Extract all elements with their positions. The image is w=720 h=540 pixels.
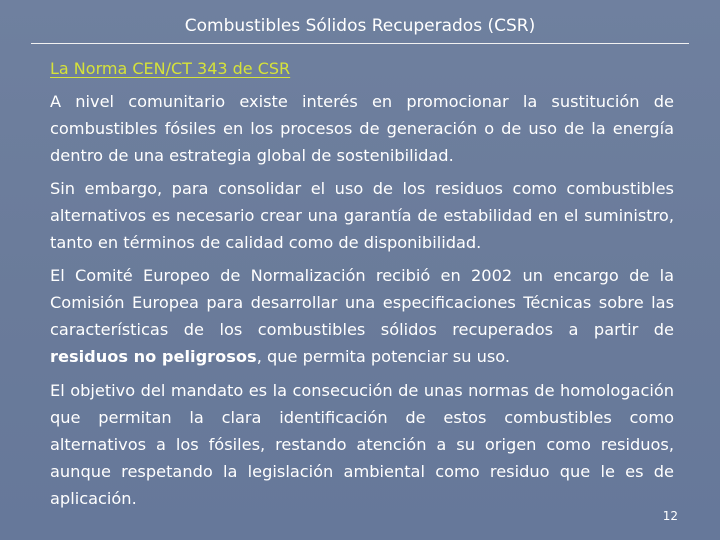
paragraph-3-text-before: El Comité Europeo de Normalización recibió en 2002 un encargo de la Comisión Europea para desarrollar una especificaciones Técnicas sobre las características de los combustibles sólidos recuperados a partir de (50, 266, 674, 339)
paragraph-2: Sin embargo, para consolidar el uso de los residuos como combustibles alternativos es necesario crear una garantía de estabilidad en el suministro, tanto en términos de calidad como de disponibilidad. (50, 179, 674, 252)
paragraph-4: El objetivo del mandato es la consecución de unas normas de homologación que permitan la clara identificación de estos combustibles como alternativos a los fósiles, restando atención a su origen como residuos, aunque respetando la legislación ambiental como residuo que le es de aplicación. (50, 381, 674, 508)
slide-title: Combustibles Sólidos Recuperados (CSR) (184, 16, 536, 36)
paragraph-1: A nivel comunitario existe interés en promocionar la sustitución de combustibles fósiles en los procesos de generación o de uso de la energía dentro de una estrategia global de sostenibilidad. (50, 92, 674, 165)
title-divider (31, 43, 689, 44)
paragraph-3-bold-text: residuos no peligrosos (50, 347, 257, 366)
page-number: 12 (662, 509, 678, 523)
section-heading: La Norma CEN/CT 343 de CSR (50, 59, 291, 78)
paragraph-3 (50, 262, 674, 370)
paragraph-3-text-after: , que permita potenciar su uso. (256, 347, 511, 366)
